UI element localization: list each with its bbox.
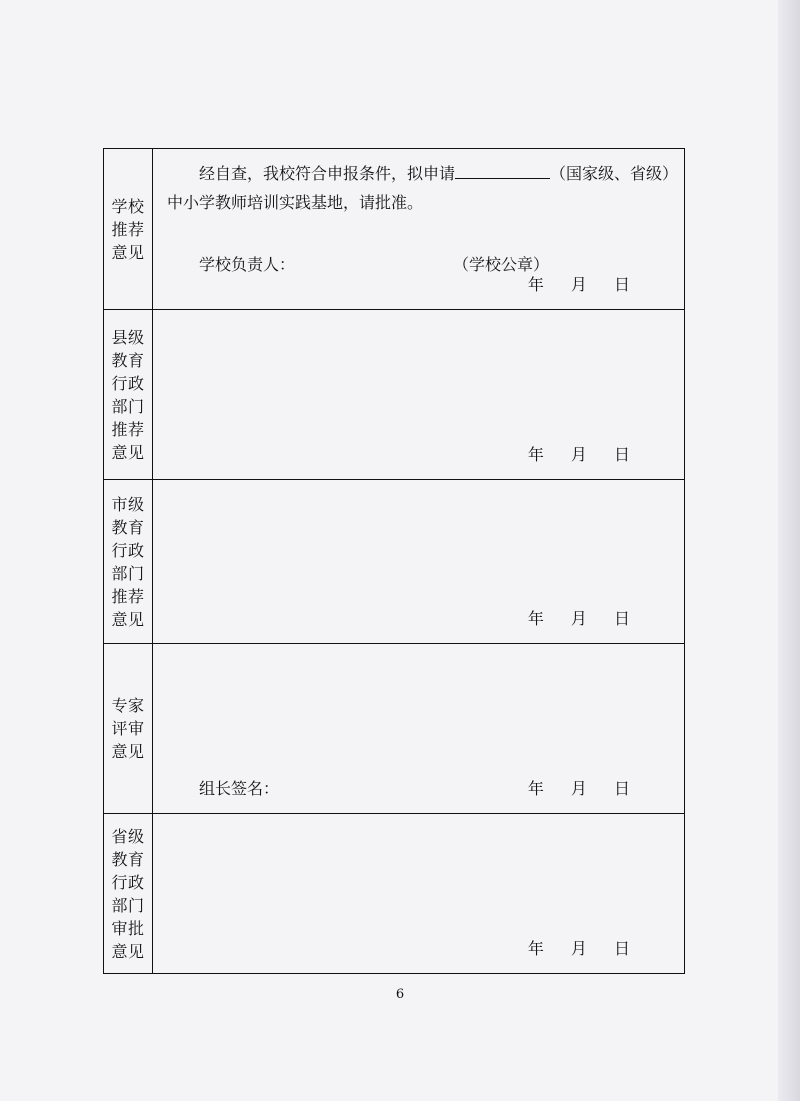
row-expert-review	[104, 644, 685, 814]
row-content	[153, 644, 685, 814]
row-content	[153, 310, 685, 480]
row-label: 县级教育行政部门推荐意见	[104, 310, 153, 480]
row-label: 市级教育行政部门推荐意见	[104, 480, 153, 644]
date-line: 年 月 日	[527, 939, 630, 958]
principal-signature-label: 学校负责人：	[199, 255, 296, 274]
application-statement: 经自查，我校符合申报条件，拟申请 （国家级、省级）中小学教师培训实践基地，请批准。	[167, 164, 671, 212]
row-content	[153, 149, 685, 310]
row-label: 省级教育行政部门审批意见	[104, 814, 153, 974]
row-label: 专家评审意见	[104, 644, 153, 814]
date-line: 年 月 日	[527, 609, 630, 628]
date-line: 年 月 日	[527, 275, 630, 294]
group-leader-signature-label: 组长签名：	[199, 779, 280, 798]
school-seal-label: （学校公章）	[453, 255, 550, 274]
row-school-recommendation	[104, 149, 685, 310]
page-number: 6	[395, 987, 405, 1002]
row-city-recommendation	[104, 480, 685, 644]
row-content	[153, 480, 685, 644]
blank-field-base-name[interactable]	[455, 162, 550, 179]
row-label: 学校推荐意见	[104, 149, 153, 310]
page-edge	[778, 0, 800, 1101]
row-content	[153, 814, 685, 974]
row-province-approval	[104, 814, 685, 974]
date-line: 年 月 日	[527, 445, 630, 464]
date-line: 年 月 日	[527, 779, 630, 798]
approval-form-table	[103, 148, 685, 974]
row-county-recommendation	[104, 310, 685, 480]
